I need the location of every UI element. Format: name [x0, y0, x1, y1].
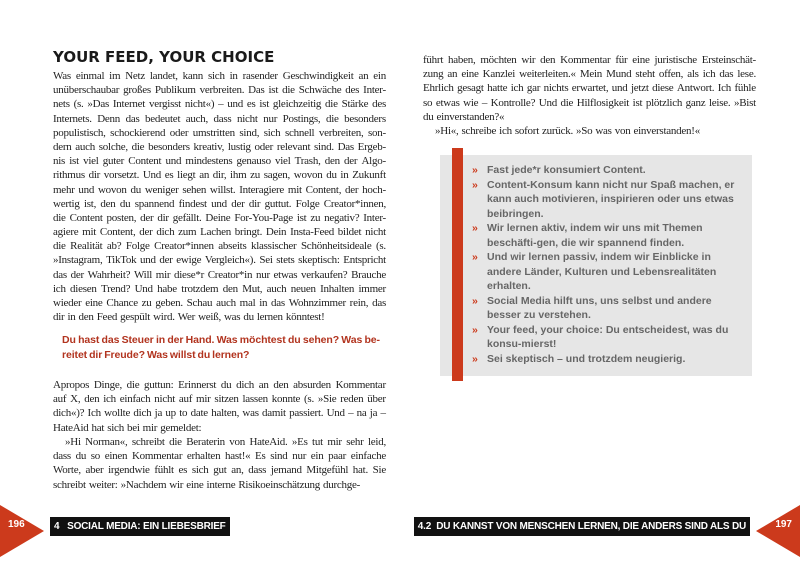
text-line: reitet dir Freude? Was willst du lernen? — [62, 349, 250, 361]
text-line: auf X, den ich einfach nicht auf mir sitzen lassen konnte (s. »Sie reden über — [53, 393, 386, 406]
text-line: wieder eine Chance zu geben. Schau auch mal in das Wohnzimmer rein, das — [53, 297, 386, 309]
text-line: agiere mit Content, der dich zum Lachen bringt. Dein Insta-Feed bildet nicht — [53, 226, 386, 239]
text-line: Ehrlich gesagt hatte ich gar nichts erwartet, und jetzt diese Antwort. Ich fühle — [423, 82, 756, 95]
text-line: unüberschaubar großes Publikum verbreiten. Das ist die Schwäche des Inter- — [53, 84, 386, 97]
summary-list — [472, 163, 746, 366]
text-line: dern auch solche, die besonders kreativ, lustig oder relevant sind. Das Ergeb- — [53, 140, 386, 153]
callout-questions — [62, 333, 380, 363]
text-line: dir in den Feed gespült wird. Wer weiß, was du lernen könntest! — [53, 311, 325, 324]
guillemet-icon: » — [472, 251, 478, 263]
text-line: »Hi«, schreibe ich sofort zurück. »So was von einverstanden!« — [435, 125, 700, 137]
text-line: Was einmal im Netz landet, kann sich in rasender Geschwindigkeit an ein — [53, 70, 386, 82]
guillemet-icon: » — [472, 164, 478, 176]
text-line: dich«)? Ich wollte dich ja up to date halten, was damit passiert. Und – na ja – — [53, 407, 386, 420]
text-line: populistisch, schockierend oder umstritten sind, sich schnell verbreiten, son- — [53, 126, 386, 139]
text-line: rithmus dir vorsetzt. Und es liegt an dir, ihm zu sagen, wovon du in Zukunft — [53, 169, 386, 182]
body-paragraph — [53, 378, 386, 435]
summary-item-text: Und wir lernen passiv, indem wir Einblicke in andere Länder, Kulturen und Lebensrealitäten erhalten. — [487, 251, 717, 292]
summary-item-text: Sei skeptisch – und trotzdem neugierig. — [487, 352, 686, 365]
summary-item-text: Fast jede*r konsumiert Content. — [487, 164, 646, 176]
text-line: du einverstanden?« — [423, 110, 505, 123]
body-paragraph — [53, 435, 386, 492]
page-number: 197 — [775, 519, 792, 530]
page-marker-right — [756, 505, 800, 557]
text-line: zung an eine Kanzlei weiterleiten.« Mein Mund steht offen, als ich das lese. — [423, 68, 756, 81]
guillemet-icon: » — [472, 323, 478, 336]
accent-bar — [452, 148, 463, 381]
summary-item — [472, 163, 746, 178]
body-paragraph — [423, 124, 756, 138]
summary-item-text: Content-Konsum kann nicht nur Spaß machen, er kann auch motivieren, inspirieren oder uns etwas beibringen. — [487, 178, 735, 220]
summary-item — [472, 178, 746, 222]
summary-box — [440, 155, 752, 376]
text-line: »Hi Norman«, schreibt die Beraterin von HateAid. »Es tut mir sehr leid, — [65, 436, 386, 448]
text-line: nis ist viel guter Content und mindestens genauso viel Trash, den der Algo- — [53, 155, 386, 168]
summary-item — [472, 250, 746, 294]
text-line: die Content posten, der dir gefällt. Deine For-You-Page ist zu negativ? Inter- — [53, 211, 386, 224]
page-number: 196 — [8, 519, 25, 530]
text-line: ich diesen Trend? Und habe trotzdem den Mut, auch neuen Inhalten immer — [53, 282, 386, 295]
text-line: nets (s. »Das Internet vergisst nicht«) – und es ist gleichzeitig die Stärke des — [53, 98, 386, 111]
summary-item — [472, 221, 746, 250]
guillemet-icon: » — [472, 222, 478, 234]
text-line: die Realität ab? Folge Creator*innen abseits klassischer Schönheitsideale (s. — [53, 240, 386, 253]
page-marker-left — [0, 505, 44, 557]
body-paragraph — [423, 53, 756, 124]
text-line: wertig ist, den du spannend findest und der dir guttut. Folge Creator*innen, — [53, 197, 386, 210]
section-heading: YOUR FEED, YOUR CHOICE — [53, 48, 275, 66]
text-line: Internets. Denn das bedeutet auch, dass nicht nur Postings, die besonders — [53, 112, 386, 125]
summary-item — [472, 294, 746, 323]
text-line: das der Wahrheit? Will mir diese*r Creator*in nur etwas verkaufen? Brauche — [53, 268, 386, 281]
text-line: Worte, aber irgendwie fühlt es sich gut an, dass jemand Mitgefühl hat. Sie — [53, 464, 386, 477]
text-line: »Instagram, TikTok und der ewige Vergleich«). Sei stets skeptisch: Entspricht — [53, 254, 386, 267]
guillemet-icon: » — [472, 352, 478, 365]
text-line: so etwas wie – Kontrolle? Und die Hilflosigkeit ist plötzlich ganz leise. »Bist — [423, 96, 756, 109]
summary-item — [472, 352, 746, 367]
summary-item-text: Your feed, your choice: Du entscheidest, was du konsu-mierst! — [487, 323, 729, 350]
text-line: Du hast das Steuer in der Hand. Was möchtest du sehen? Was be- — [62, 334, 380, 346]
running-footer: 4 SOCIAL MEDIA: EIN LIEBESBRIEF — [50, 517, 230, 536]
guillemet-icon: » — [472, 294, 478, 307]
guillemet-icon: » — [472, 178, 478, 191]
running-footer: 4.2 DU KANNST VON MENSCHEN LERNEN, DIE ANDERS SIND ALS DU — [414, 517, 750, 536]
summary-item-text: Social Media hilft uns, uns selbst und andere besser zu verstehen. — [487, 294, 712, 321]
text-line: HateAid hat sich bei mir gemeldet: — [53, 421, 202, 434]
summary-item — [472, 323, 746, 352]
summary-item-text: Wir lernen aktiv, indem wir uns mit Themen beschäfti-gen, die wir spannend finden. — [487, 222, 703, 249]
body-paragraph — [53, 69, 386, 324]
text-line: führt haben, möchten wir den Kommentar für eine juristische Ersteinschät- — [423, 54, 756, 66]
text-line: dass du so einen Kommentar erhalten hast!« Es sind nur ein paar einfache — [53, 450, 386, 463]
text-line: Apropos Dinge, die guttun: Erinnerst du dich an den absurden Kommentar — [53, 379, 386, 391]
text-line: schreibt weiter: »Nachdem wir eine interne Risikoeinschätzung durchge- — [53, 478, 361, 491]
text-line: mehr und wovon du weniger sehen willst. Interagiere mit Content, der hoch- — [53, 183, 386, 196]
